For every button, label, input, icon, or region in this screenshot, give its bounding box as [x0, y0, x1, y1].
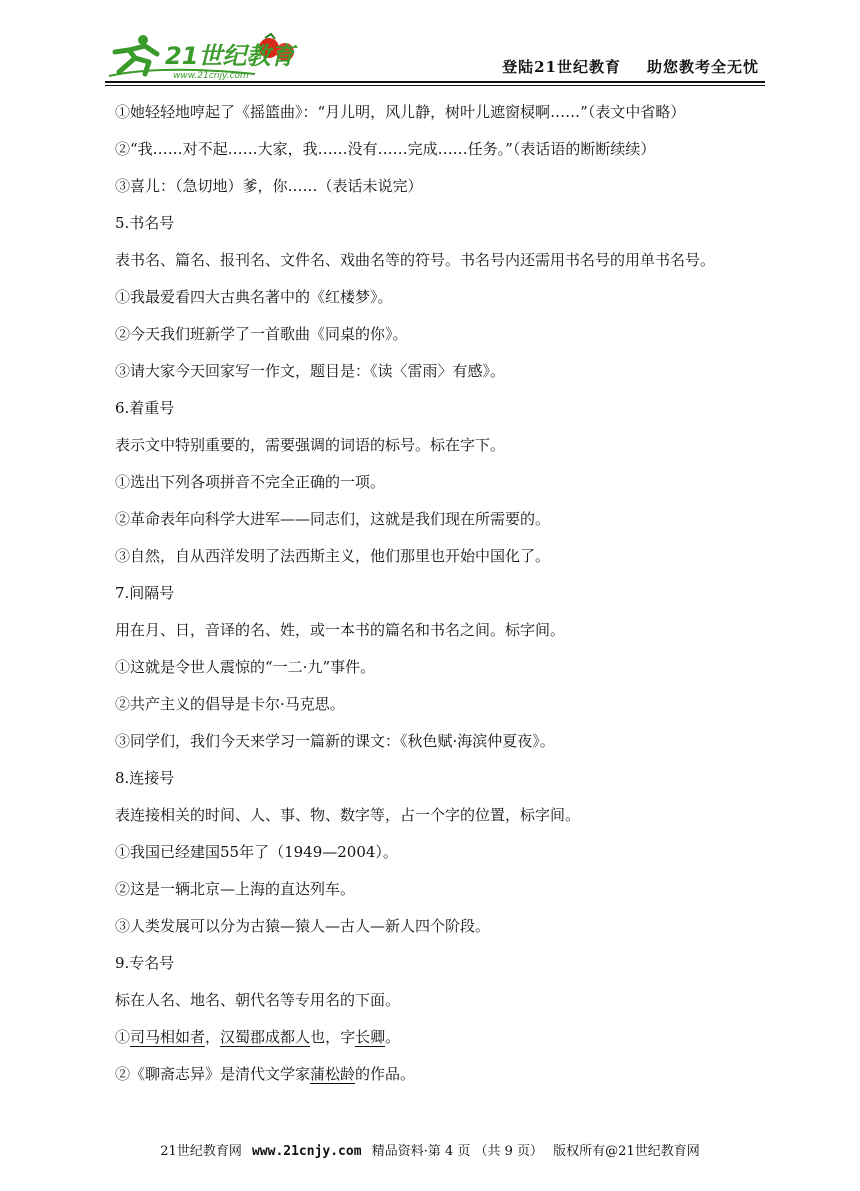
proper-name-underlined: 蒲松龄 [310, 1065, 356, 1083]
page-header [105, 28, 765, 86]
slogan-right: 助您教考全无忧 [646, 58, 759, 76]
example-line: ②革命表年向科学大进军——同志们，这就是我们现在所需要的。 [115, 510, 551, 528]
section-description: 表书名、篇名、报刊名、文件名、戏曲名等的符号。书名号内还需用书名号的用单书名号。 [115, 251, 716, 269]
footer-copyright: 版权所有@21世纪教育网 [553, 1144, 700, 1159]
section-heading: 7.间隔号 [115, 584, 175, 602]
footer-page-info: 精品资料·第 4 页 （共 9 页） [371, 1144, 544, 1159]
example-line: ①选出下列各项拼音不完全正确的一项。 [115, 473, 386, 491]
example-line: ①我国已经建国55年了（1949—2004）。 [115, 843, 398, 861]
example-line: ②“我……对不起……大家，我……没有……完成……任务。”（表话语的断断续续） [115, 140, 656, 158]
section-heading: 8.连接号 [115, 769, 175, 787]
slogan-left: 登陆21世纪教育 [502, 58, 621, 76]
example-line: ③人类发展可以分为古猿—猿人—古人—新人四个阶段。 [115, 917, 491, 935]
header-rule-thin [105, 85, 765, 86]
logo-url: www.21cnjy.com [173, 71, 249, 81]
example-line: ③喜儿：（急切地）爹，你……（表话未说完） [115, 177, 423, 195]
example-line: ②这是一辆北京—上海的直达列车。 [115, 880, 356, 898]
header-rule [105, 81, 765, 83]
example-line: ②今天我们班新学了一首歌曲《同桌的你》。 [115, 325, 408, 343]
section-heading: 5.书名号 [115, 214, 175, 232]
example-line: ①她轻轻地哼起了《摇篮曲》：“月儿明，风儿静，树叶儿遮窗棂啊……”（表文中省略） [115, 103, 686, 121]
footer-site-name: 21世纪教育网 [160, 1144, 242, 1159]
document-body [115, 94, 760, 1093]
proper-name-underlined: 司马相如者 [130, 1028, 206, 1046]
example-line-underlined: ②《聊斋志异》是清代文学家蒲松龄的作品。 [115, 1065, 416, 1083]
site-logo[interactable] [105, 28, 305, 84]
section-description: 表示文中特别重要的，需要强调的词语的标号。标在字下。 [115, 436, 506, 454]
example-line: ②共产主义的倡导是卡尔·马克思。 [115, 695, 345, 713]
proper-name-underlined: 长卿 [355, 1028, 386, 1046]
section-heading: 6.着重号 [115, 399, 175, 417]
logo-text: 21世纪教育 [165, 42, 295, 70]
page-footer [0, 1140, 860, 1159]
header-slogans [502, 56, 759, 77]
example-line: ③自然，自从西洋发明了法西斯主义，他们那里也开始中国化了。 [115, 547, 551, 565]
example-line: ①这就是令世人震惊的“一二·九”事件。 [115, 658, 376, 676]
example-line: ③请大家今天回家写一作文，题目是：《读〈雷雨〉有感》。 [115, 362, 506, 380]
section-description: 表连接相关的时间、人、事、物、数字等，占一个字的位置，标字间。 [115, 806, 581, 824]
section-heading: 9.专名号 [115, 954, 175, 972]
section-description: 用在月、日，音译的名、姓，或一本书的篇名和书名之间。标字间。 [115, 621, 566, 639]
footer-url[interactable]: www.21cnjy.com [251, 1144, 362, 1159]
proper-name-underlined: 汉蜀郡成都人 [220, 1028, 311, 1046]
logo-graphic [105, 28, 305, 84]
example-line: ①我最爱看四大古典名著中的《红楼梦》。 [115, 288, 393, 306]
section-description: 标在人名、地名、朝代名等专用名的下面。 [115, 991, 401, 1009]
example-line: ③同学们，我们今天来学习一篇新的课文：《秋色赋·海滨仲夏夜》。 [115, 732, 555, 750]
example-line-underlined: ①司马相如者，汉蜀郡成都人也，字长卿。 [115, 1028, 401, 1046]
